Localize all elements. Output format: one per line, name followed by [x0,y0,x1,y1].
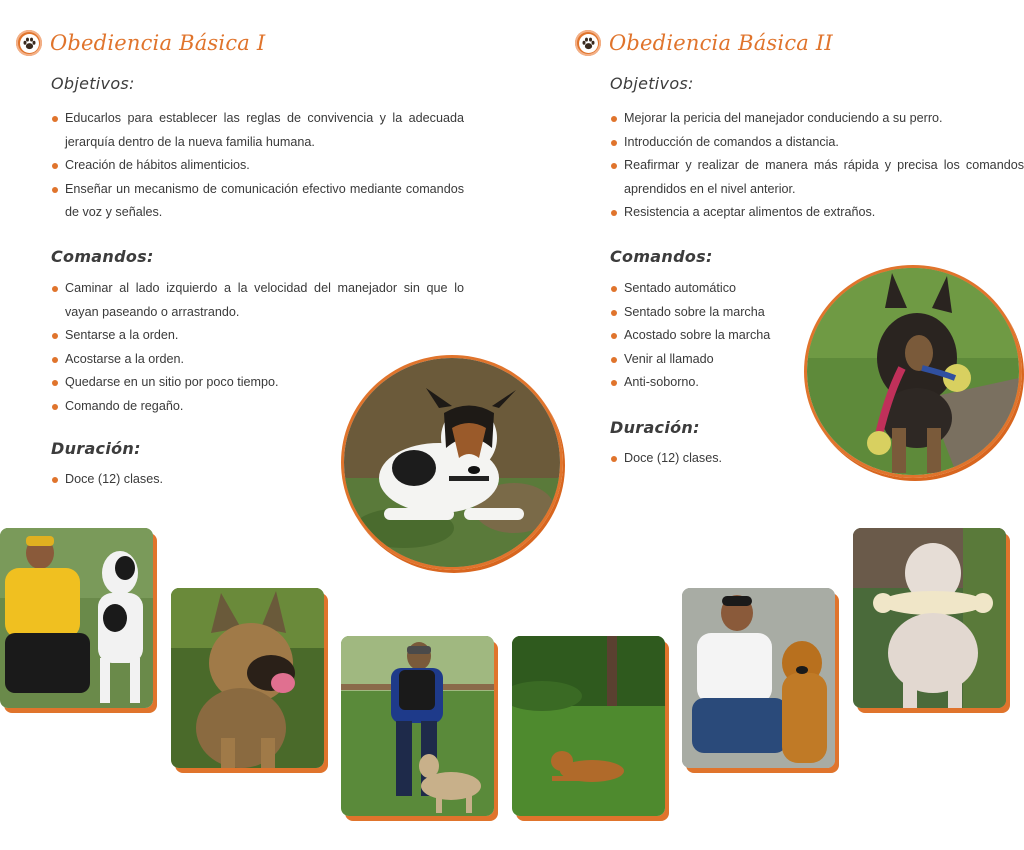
list-item: Sentarse a la orden. [51,324,464,348]
list-item: Resistencia a aceptar alimentos de extraños. [610,201,1024,225]
list-item: Enseñar un mecanismo de comunicación efectivo mediante comandos de voz y señales. [51,178,464,225]
comandos-heading: Comandos: [610,247,713,266]
list-item: Creación de hábitos alimenticios. [51,154,464,178]
list-item: Venir al llamado [610,348,830,372]
comandos-heading: Comandos: [51,247,154,266]
paw-print-icon [581,36,596,51]
list-item: Acostarse a la orden. [51,348,464,372]
photo-dog-lying-on-lawn [512,636,665,816]
paw-print-icon [22,36,37,51]
list-item: Acostado sobre la marcha [610,324,830,348]
section-1-header [16,30,265,56]
list-item: Comando de regaño. [51,395,464,419]
paw-badge-icon [16,30,42,56]
photo-pitbull-with-bone [853,528,1006,708]
photo-belgian-malinois [171,588,324,768]
paw-badge-icon [575,30,601,56]
duracion-list [51,468,351,492]
list-item: Doce (12) clases. [610,447,910,471]
section-title: Obediencia Básica I [50,31,266,55]
list-item: Educarlos para establecer las reglas de convivencia y la adecuada jerarquía dentro de la nueva familia humana. [51,107,464,154]
comandos-list [610,277,830,395]
photo-man-yellow-shirt-great-dane [0,528,153,708]
duracion-heading: Duración: [610,418,700,437]
photo-man-golden-retriever [682,588,835,768]
list-item: Sentado automático [610,277,830,301]
objetivos-heading: Objetivos: [51,74,135,93]
list-item: Introducción de comandos a distancia. [610,131,1024,155]
section-title: Obediencia Básica II [609,31,833,55]
objetivos-list [610,107,1024,225]
photo-trainer-walking-dog [341,636,494,816]
objetivos-list [51,107,464,225]
list-item: Reafirmar y realizar de manera más rápida y precisa los comandos aprendidos en el nivel anterior. [610,154,1024,201]
list-item: Caminar al lado izquierdo a la velocidad del manejador sin que lo vayan paseando o arrastrando. [51,277,464,324]
duracion-heading: Duración: [51,439,141,458]
photo-german-shepherd-puppy-toy [804,265,1022,478]
section-2-header [575,30,833,56]
photo-terrier-lying [341,355,563,570]
list-item: Anti-soborno. [610,371,830,395]
list-item: Mejorar la pericia del manejador conduciendo a su perro. [610,107,1024,131]
list-item: Doce (12) clases. [51,468,351,492]
objetivos-heading: Objetivos: [610,74,694,93]
list-item: Quedarse en un sitio por poco tiempo. [51,371,464,395]
list-item: Sentado sobre la marcha [610,301,830,325]
